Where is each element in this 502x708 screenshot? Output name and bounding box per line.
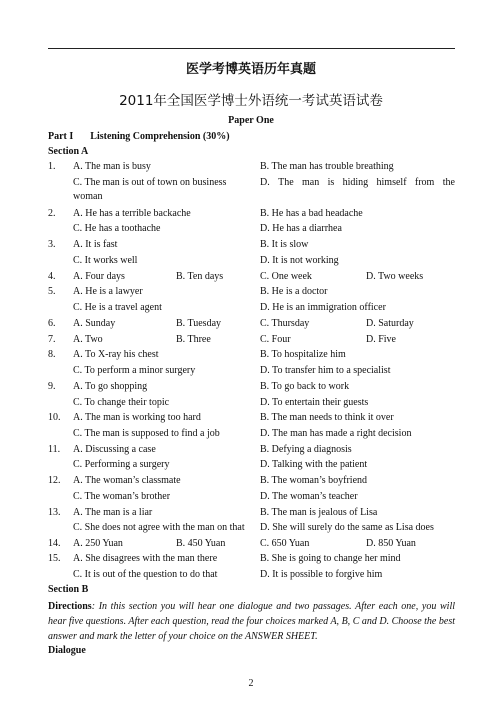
choice-c: C. Performing a surgery — [73, 459, 170, 470]
choice-c: C. The woman’s brother — [73, 491, 171, 502]
choice-a: A. It is fast — [73, 239, 118, 250]
question-14-row — [48, 537, 455, 551]
choice-c: C. It is out of the question to do that — [73, 569, 218, 580]
choice-a: A. Sunday — [73, 318, 116, 329]
word: The — [278, 177, 294, 188]
part-title: Listening Comprehension (30%) — [90, 131, 230, 142]
question-number: 15. — [48, 553, 61, 564]
choice-d: D. The woman’s teacher — [260, 491, 358, 502]
choice-d: D. She will surely do the same as Lisa does — [260, 522, 434, 533]
question-number: 10. — [48, 412, 61, 423]
question-10-row-1 — [48, 411, 455, 425]
directions-label: Directions — [48, 601, 92, 612]
choice-c: C. The man is out of town on business — [73, 177, 227, 188]
question-number: 3. — [48, 239, 56, 250]
choice-c-wrap: woman — [73, 191, 103, 202]
question-1-row-2 — [48, 176, 455, 190]
choice-d: D. Five — [366, 334, 396, 345]
choice-b: B. Defying a diagnosis — [260, 444, 352, 455]
word: man — [302, 177, 320, 188]
question-3-row-2 — [48, 254, 455, 268]
question-1-row-1 — [48, 160, 455, 174]
choice-b: B. 450 Yuan — [176, 538, 226, 549]
choice-a: A. 250 Yuan — [73, 538, 123, 549]
choice-b: B. Tuesday — [176, 318, 222, 329]
choice-b: B. The man has trouble breathing — [260, 161, 394, 172]
question-3-row-1 — [48, 238, 455, 252]
question-9-row-1 — [48, 380, 455, 394]
choice-b: B. The man needs to think it over — [260, 412, 394, 423]
choice-b: B. The woman’s boyfriend — [260, 475, 368, 486]
choice-c: C. It works well — [73, 255, 138, 266]
choice-c: C. One week — [260, 271, 312, 282]
choice-c: C. Thursday — [260, 318, 310, 329]
choice-d: D. To entertain their guests — [260, 397, 369, 408]
choice-d: D. Saturday — [366, 318, 414, 329]
page-number: 2 — [248, 678, 254, 689]
question-number: 8. — [48, 349, 56, 360]
choice-b: B. He is a doctor — [260, 286, 328, 297]
choice-c: C. Four — [260, 334, 291, 345]
choice-c: C. She does not agree with the man on that — [73, 522, 245, 533]
choice-a: A. He is a lawyer — [73, 286, 143, 297]
choice-d: D. He has a diarrhea — [260, 223, 342, 234]
choice-d: D. The man has made a right decision — [260, 428, 412, 439]
question-12-row-2 — [48, 490, 455, 504]
choice-a: A. Four days — [73, 271, 125, 282]
question-15-row-2 — [48, 568, 455, 582]
directions-paragraph — [48, 599, 455, 644]
question-12-row-1 — [48, 474, 455, 488]
choice-a: A. Discussing a case — [73, 444, 156, 455]
choice-b: B. To hospitalize him — [260, 349, 346, 360]
question-2-row-2 — [48, 222, 455, 236]
question-10-row-2 — [48, 427, 455, 441]
choice-a: A. The man is a liar — [73, 507, 153, 518]
choice-a: A. The man is busy — [73, 161, 151, 172]
question-number: 11. — [48, 444, 61, 455]
word: is — [327, 177, 335, 188]
choice-d: D. It is not working — [260, 255, 339, 266]
question-number: 9. — [48, 381, 56, 392]
choice-c: C. The man is supposed to find a job — [73, 428, 220, 439]
question-7-row — [48, 333, 455, 347]
choice-d: D. To transfer him to a specialist — [260, 365, 391, 376]
choice-d: D. Talking with the patient — [260, 459, 368, 470]
choice-b: B. Three — [176, 334, 211, 345]
paper-label: Paper One — [228, 115, 274, 126]
question-11-row-2 — [48, 458, 455, 472]
question-13-row-1 — [48, 506, 455, 520]
choice-c: C. 650 Yuan — [260, 538, 310, 549]
question-number: 13. — [48, 507, 61, 518]
question-number: 7. — [48, 334, 56, 345]
question-13-row-2 — [48, 521, 455, 535]
question-5-row-2 — [48, 301, 455, 315]
choice-d — [260, 176, 455, 190]
choice-a: A. She disagrees with the man there — [73, 553, 218, 564]
word: D. — [260, 177, 270, 188]
question-5-row-1 — [48, 285, 455, 299]
question-8-row-1 — [48, 348, 455, 362]
choice-b: B. He has a bad headache — [260, 208, 363, 219]
question-number: 2. — [48, 208, 56, 219]
question-9-row-2 — [48, 396, 455, 410]
header-rule — [48, 48, 455, 49]
choice-d: D. It is possible to forgive him — [260, 569, 383, 580]
question-1-row-3 — [48, 190, 455, 204]
choice-b: B. The man is jealous of Lisa — [260, 507, 378, 518]
question-8-row-2 — [48, 364, 455, 378]
choice-b: B. She is going to change her mind — [260, 553, 401, 564]
choice-c: C. He has a toothache — [73, 223, 161, 234]
choice-b: B. It is slow — [260, 239, 309, 250]
part-number: Part I — [48, 131, 74, 142]
question-number: 14. — [48, 538, 61, 549]
section-a-heading: Section A — [48, 146, 89, 157]
question-number: 12. — [48, 475, 61, 486]
question-15-row-1 — [48, 552, 455, 566]
choice-a: A. Two — [73, 334, 103, 345]
question-4-row — [48, 270, 455, 284]
word: the — [442, 177, 455, 188]
word: hiding — [342, 177, 369, 188]
question-6-row — [48, 317, 455, 331]
choice-a: A. To go shopping — [73, 381, 148, 392]
choice-c: C. He is a travel agent — [73, 302, 162, 313]
question-number: 6. — [48, 318, 56, 329]
exam-title: 2011年全国医学博士外语统一考试英语试卷 — [119, 93, 383, 109]
word: from — [414, 177, 435, 188]
choice-a: A. To X-ray his chest — [73, 349, 159, 360]
question-11-row-1 — [48, 443, 455, 457]
question-number: 4. — [48, 271, 56, 282]
choice-b: B. To go back to work — [260, 381, 350, 392]
choice-c: C. To perform a minor surgery — [73, 365, 196, 376]
choice-d: D. He is an immigration officer — [260, 302, 386, 313]
choice-b: B. Ten days — [176, 271, 224, 282]
choice-d: D. 850 Yuan — [366, 538, 416, 549]
section-b-heading: Section B — [48, 584, 89, 595]
document-title: 医学考博英语历年真题 — [185, 62, 316, 77]
part-heading — [48, 131, 230, 142]
question-2-row-1 — [48, 207, 455, 221]
directions-text: : In this section you will hear one dialogue and two passages. After each one, you will hear five questions. After each question, read the four choices marked A, B, C and D. Choose the best answer and mark the letter of your choice on the ANSWER SHEET. — [48, 601, 455, 642]
word: himself — [376, 177, 407, 188]
choice-d: D. Two weeks — [366, 271, 424, 282]
question-number: 1. — [48, 161, 56, 172]
choice-a: A. The woman’s classmate — [73, 475, 181, 486]
choice-a: A. He has a terrible backache — [73, 208, 191, 219]
choice-c: C. To change their topic — [73, 397, 170, 408]
question-number: 5. — [48, 286, 56, 297]
dialogue-heading: Dialogue — [48, 645, 86, 656]
choice-a: A. The man is working too hard — [73, 412, 201, 423]
